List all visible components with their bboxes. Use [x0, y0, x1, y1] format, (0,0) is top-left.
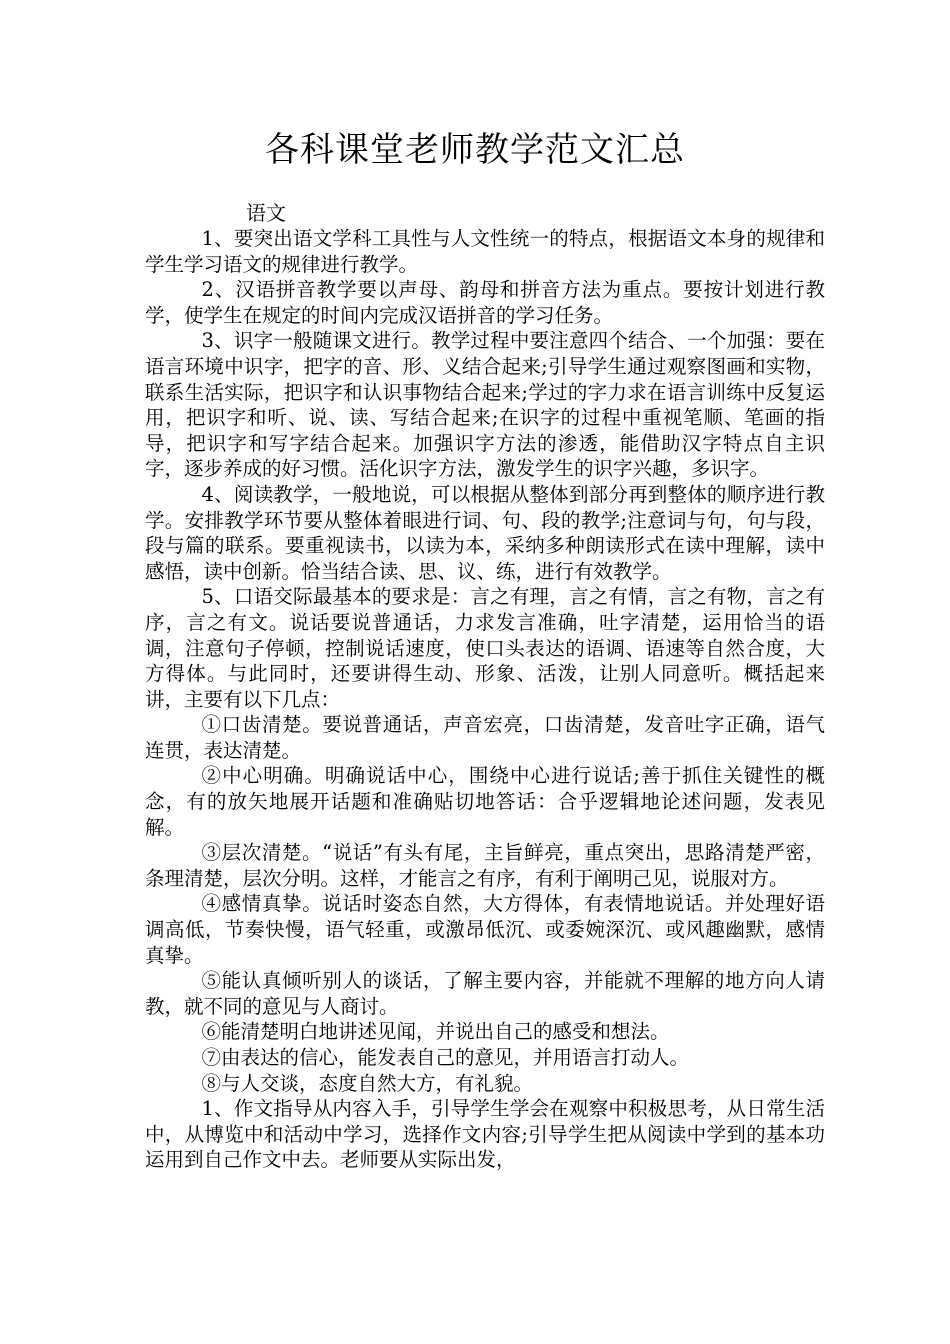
document-body: [145, 226, 825, 1173]
paragraph: 3、识字一般随课文进行。教学过程中要注意四个结合、一个加强：要在语言环境中识字，把字的音、形、义结合起来;引导学生通过观察图画和实物，联系生活实际，把识字和认识事物结合起来;学过的字力求在语言训练中反复运用，把识字和听、说、读、写结合起来;在识字的过程中重视笔顺、笔画的指导，把识字和写字结合起来。加强识字方法的渗透，能借助汉字特点自主识字，逐步养成的好习惯。活化识字方法，激发学生的识字兴趣，多识字。: [145, 329, 825, 481]
paragraph: ⑧与人交谈，态度自然大方，有礼貌。: [201, 1071, 534, 1095]
paragraph: ③层次清楚。“说话”有头有尾，主旨鲜亮，重点突出，思路清楚严密，条理清楚，层次分明。这样，才能言之有序，有利于阐明己见，说服对方。: [145, 841, 825, 890]
paragraph: ②中心明确。明确说话中心，围绕中心进行说话;善于抓住关键性的概念，有的放矢地展开话题和准确贴切地答话：合乎逻辑地论述问题，发表见解。: [145, 764, 825, 839]
paragraph: ⑤能认真倾听别人的谈话，了解主要内容，并能就不理解的地方向人请教，就不同的意见与人商讨。: [145, 969, 825, 1018]
paragraph: 1、作文指导从内容入手，引导学生学会在观察中积极思考，从日常生活中，从博览中和活动中学习，选择作文内容;引导学生把从阅读中学到的基本功运用到自己作文中去。老师要从实际出发，: [145, 1097, 825, 1172]
document-title: 各科课堂老师教学范文汇总: [265, 130, 685, 170]
paragraph: ④感情真挚。说话时姿态自然，大方得体，有表情地说话。并处理好语调高低，节奏快慢，语气轻重，或激昂低沉、或委婉深沉、或风趣幽默，感情真挚。: [145, 892, 825, 967]
paragraph: 1、要突出语文学科工具性与人文性统一的特点，根据语文本身的规律和学生学习语文的规律进行教学。: [145, 227, 825, 276]
section-label: 语文: [246, 201, 286, 225]
paragraph: ⑥能清楚明白地讲述见闻，并说出自己的感受和想法。: [201, 1020, 670, 1044]
paragraph: ⑦由表达的信心，能发表自己的意见，并用语言打动人。: [201, 1046, 690, 1069]
paragraph: 2、汉语拼音教学要以声母、韵母和拼音方法为重点。要按计划进行教学，使学生在规定的时间内完成汉语拼音的学习任务。: [145, 278, 825, 327]
paragraph: 5、口语交际最基本的要求是：言之有理，言之有情，言之有物，言之有序，言之有文。说话要说普通话，力求发言准确，吐字清楚，运用恰当的语调，注意句子停顿，控制说话速度，使口头表达的语调、语速等自然合度，大方得体。与此同时，还要讲得生动、形象、活泼，让别人同意听。概括起来讲，主要有以下几点：: [145, 585, 825, 711]
paragraph: 4、阅读教学，一般地说，可以根据从整体到部分再到整体的顺序进行教学。安排教学环节要从整体着眼进行词、句、段的教学;注意词与句，句与段，段与篇的联系。要重视读书，以读为本，采纳多种朗读形式在读中理解，读中感悟，读中创新。恰当结合读、思、议、练，进行有效教学。: [145, 482, 825, 583]
paragraph: ①口齿清楚。要说普通话，声音宏亮，口齿清楚，发音吐字正确，语气连贯，表达清楚。: [145, 713, 825, 762]
